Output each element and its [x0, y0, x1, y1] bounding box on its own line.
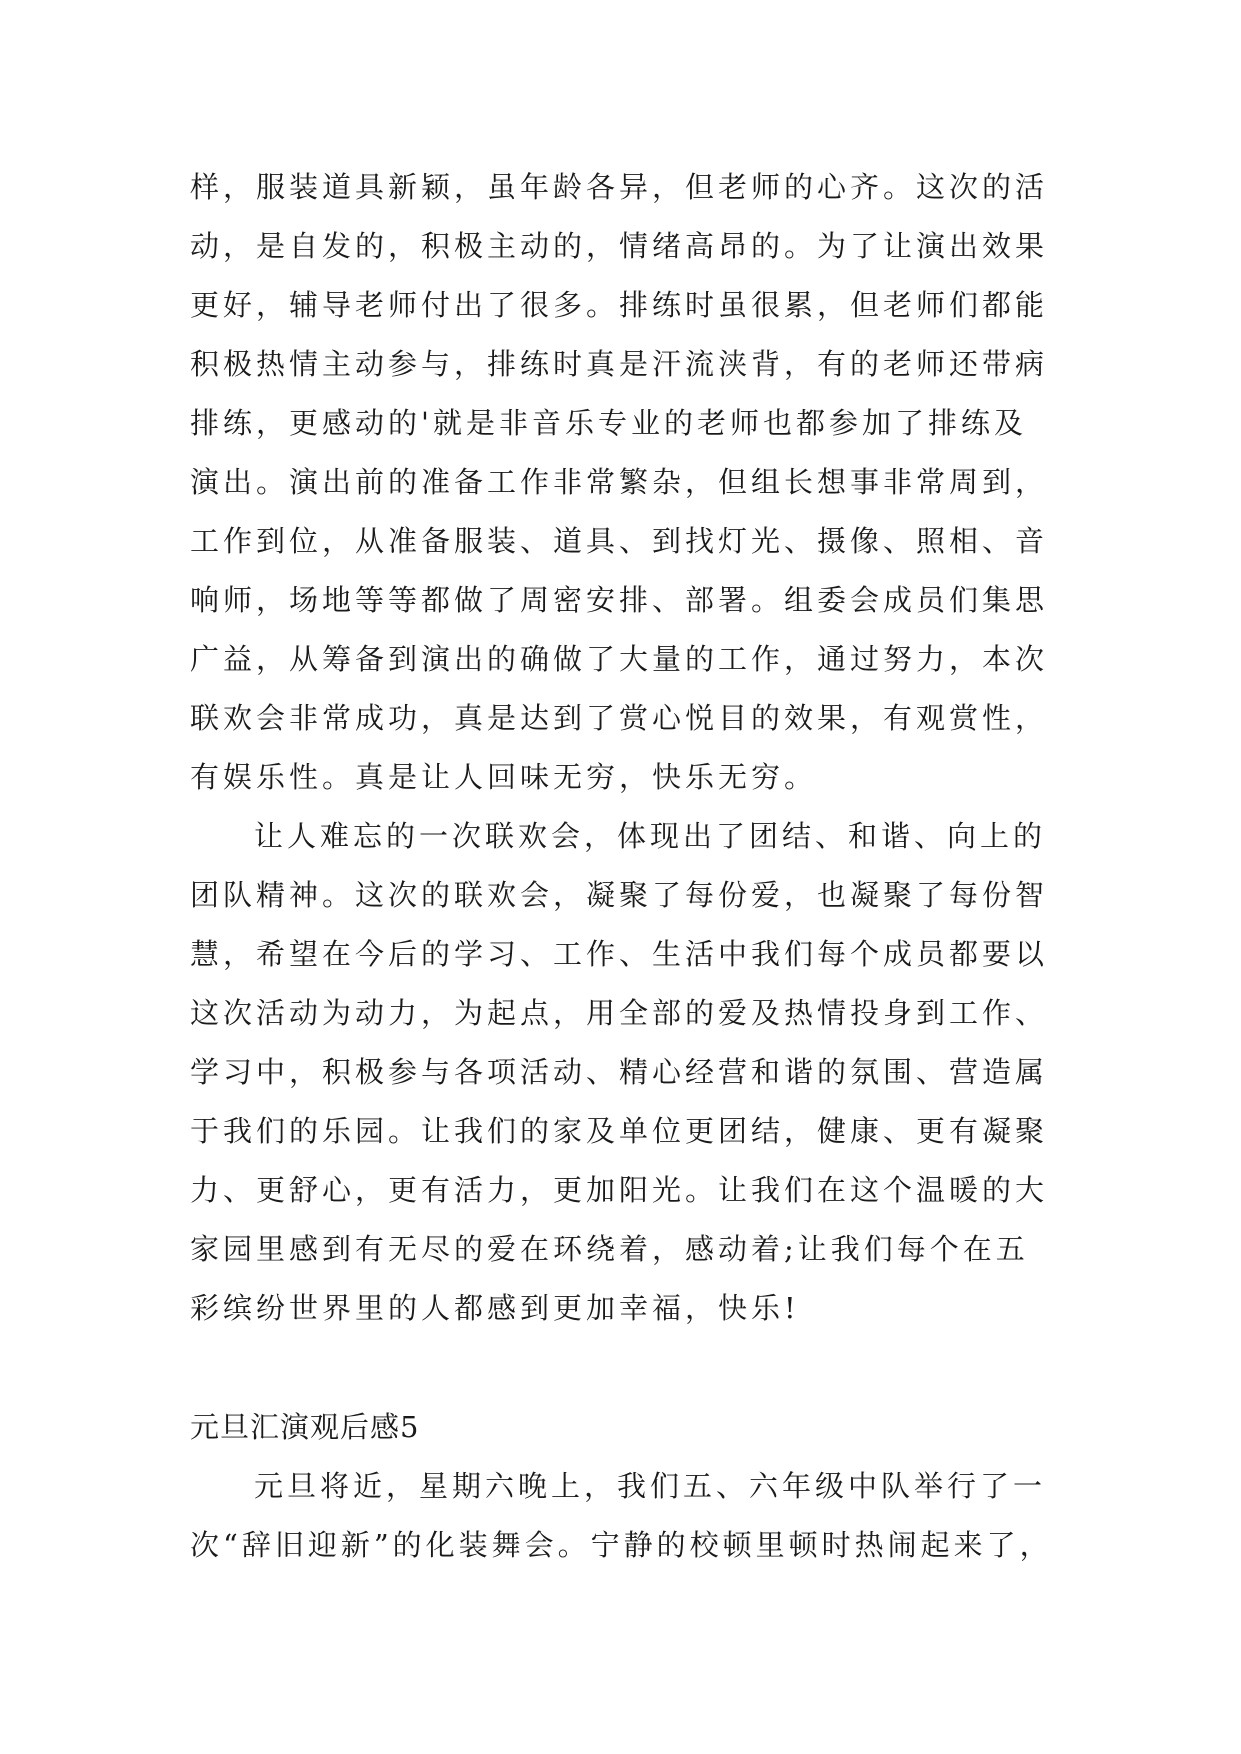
text-line: 这次活动为动力，为起点，用全部的爱及热情投身到工作、 — [190, 996, 1049, 1030]
text-line: 样，服装道具新颖，虽年龄各异，但老师的心齐。这次的活 — [190, 170, 1049, 204]
text-line: 动，是自发的，积极主动的，情绪高昂的。为了让演出效果 — [190, 229, 1049, 263]
paragraph-2 — [190, 807, 1090, 1338]
text-line: 有娱乐性。真是让人回味无穷，快乐无穷。 — [190, 760, 818, 794]
text-line: 团队精神。这次的联欢会，凝聚了每份爱，也凝聚了每份智 — [190, 878, 1049, 912]
text-line: 广益，从筹备到演出的确做了大量的工作，通过努力，本次 — [190, 642, 1049, 676]
document-body — [190, 158, 1090, 1575]
text-line: 慧，希望在今后的学习、工作、生活中我们每个成员都要以 — [190, 937, 1049, 971]
text-line: 力、更舒心，更有活力，更加阳光。让我们在这个温暖的大 — [190, 1173, 1049, 1207]
text-line: 彩缤纷世界里的人都感到更加幸福，快乐! — [190, 1291, 800, 1325]
section-gap — [190, 1338, 1090, 1398]
text-line: 演出。演出前的准备工作非常繁杂，但组长想事非常周到， — [190, 465, 1049, 499]
text-line: 联欢会非常成功，真是达到了赏心悦目的效果，有观赏性， — [190, 701, 1049, 735]
section-heading: 元旦汇演观后感5 — [190, 1410, 420, 1444]
text-line: 排练，更感动的'就是非音乐专业的老师也都参加了排练及 — [190, 406, 1027, 440]
text-line: 让人难忘的一次联欢会，体现出了团结、和谐、向上的 — [254, 819, 1047, 853]
text-line: 积极热情主动参与，排练时真是汗流浃背，有的老师还带病 — [190, 347, 1049, 381]
text-line: 更好，辅导老师付出了很多。排练时虽很累，但老师们都能 — [190, 288, 1049, 322]
text-line: 于我们的乐园。让我们的家及单位更团结，健康、更有凝聚 — [190, 1114, 1049, 1148]
paragraph-3 — [190, 1457, 1090, 1575]
text-line: 工作到位，从准备服装、道具、到找灯光、摄像、照相、音 — [190, 524, 1049, 558]
text-line: 次“辞旧迎新”的化装舞会。宁静的校顿里顿时热闹起来了， — [190, 1528, 1053, 1562]
text-line: 学习中，积极参与各项活动、精心经营和谐的氛围、营造属 — [190, 1055, 1049, 1089]
text-line: 元旦将近，星期六晚上，我们五、六年级中队举行了一 — [254, 1469, 1047, 1503]
text-line: 家园里感到有无尽的爱在环绕着，感动着;让我们每个在五 — [190, 1232, 1029, 1266]
text-line: 响师，场地等等都做了周密安排、部署。组委会成员们集思 — [190, 583, 1049, 617]
paragraph-1 — [190, 158, 1090, 807]
